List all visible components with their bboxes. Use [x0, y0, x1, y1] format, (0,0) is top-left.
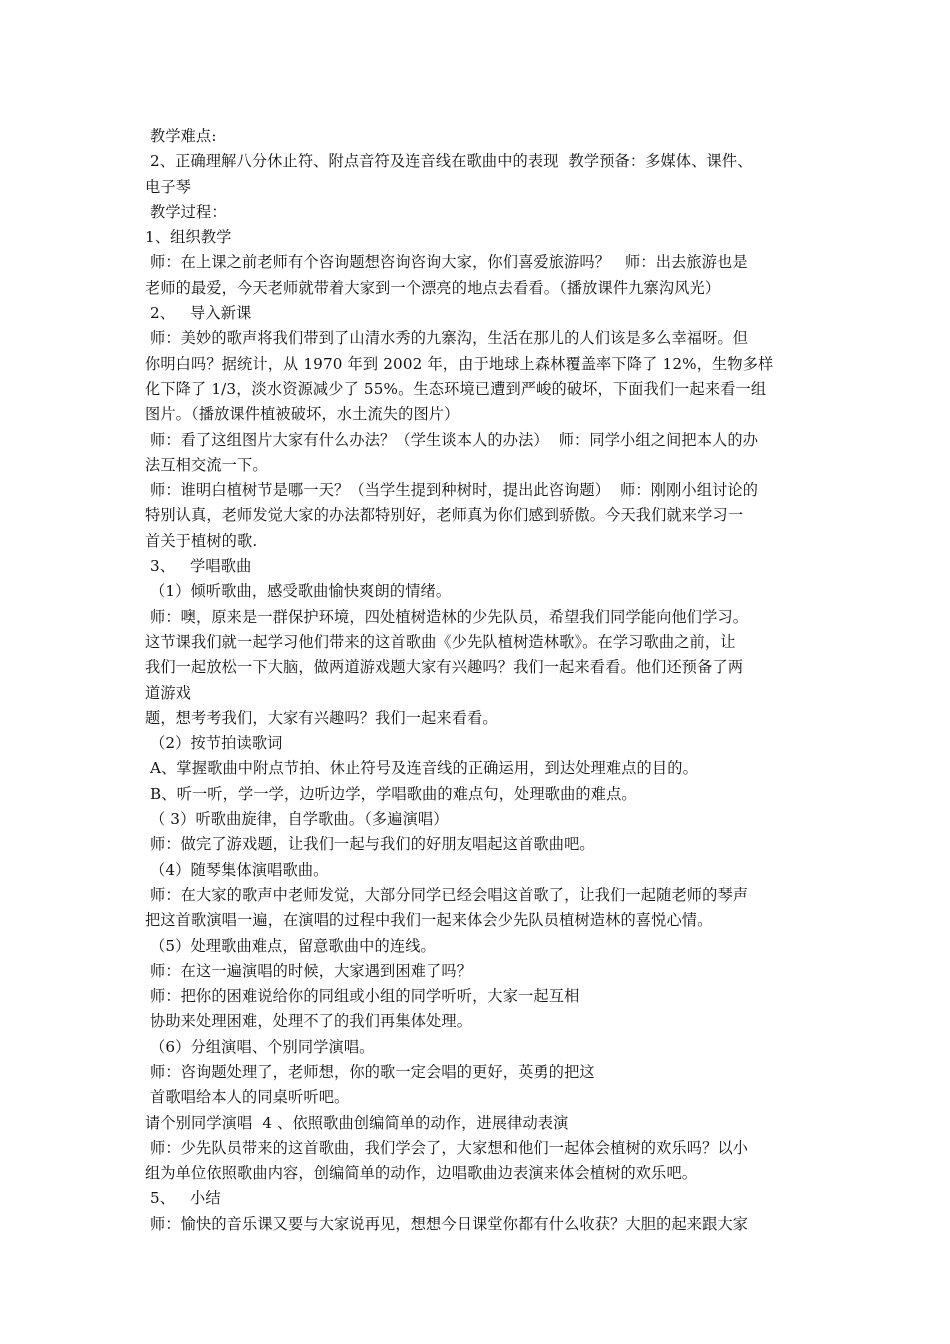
text-line: 师：咨询题处理了，老师想，你的歌一定会唱的更好，英勇的把这	[145, 1062, 595, 1081]
text-line: 题，想考考我们，大家有兴趣吗？我们一起来看看。	[145, 708, 498, 727]
text-line: 首关于植树的歌.	[145, 531, 258, 550]
text-line: 5、 小结	[145, 1189, 221, 1208]
text-line: 2、正确理解八分休止符、附点音符及连音线在歌曲中的表现 教学预备：多媒体、课件、	[145, 152, 753, 171]
text-line: 电子琴	[145, 177, 192, 196]
text-line: 2、 导入新课	[145, 304, 252, 323]
text-line: 法互相交流一下。	[145, 455, 268, 474]
text-line: 师：少先队员带来的这首歌曲，我们学会了，大家想和他们一起体会植树的欢乐吗？以小	[145, 1138, 749, 1157]
text-line: 请个别同学演唱 4 、依照歌曲创编简单的动作，进展律动表演	[145, 1113, 569, 1132]
text-line: 协助来处理困难，处理不了的我们再集体处理。	[145, 1012, 473, 1031]
text-line: 师：在这一遍演唱的时候，大家遇到困难了吗？	[145, 961, 473, 980]
text-line: 3、 学唱歌曲	[145, 557, 252, 576]
text-line: 教学难点:	[145, 127, 217, 145]
text-line: A、掌握歌曲中附点节拍、休止符号及连音线的正确运用，到达处理难点的目的。	[145, 759, 698, 778]
text-line: （6）分组演唱、个别同学演唱。	[145, 1037, 375, 1056]
text-line: 师：看了这组图片大家有什么办法？（学生谈本人的办法） 师：同学小组之间把本人的办	[145, 430, 759, 449]
text-line: 图片。（播放课件植被破坏，水土流失的图片）	[145, 405, 460, 424]
text-line: 师：在上课之前老师有个咨询题想咨询咨询大家，你们喜爱旅游吗？ 师：出去旅游也是	[145, 253, 748, 272]
text-line: 首歌唱给本人的同桌听听吧。	[145, 1088, 350, 1107]
text-line: 老师的最爱，今天老师就带着大家到一个漂亮的地点去看看。（播放课件九寨沟风光）	[145, 278, 721, 297]
text-line: 1、组织教学	[145, 228, 232, 247]
text-line: 化下降了 1/3，淡水资源减少了 55%。生态环境已遭到严峻的破坏，下面我们一起来看一组	[145, 379, 767, 398]
text-line: 你明白吗？据统计，从 1970 年到 2002 年，由于地球上森林覆盖率下降了 12%，生物多样	[145, 354, 774, 373]
text-line: 这节课我们就一起学习他们带来的这首歌曲《少先队植树造林歌》。在学习歌曲之前，让	[145, 632, 736, 651]
text-line: （1）倾听歌曲，感受歌曲愉快爽朗的情绪。	[145, 582, 452, 601]
text-line: 师：美妙的歌声将我们带到了山清水秀的九寨沟，生活在那儿的人们该是多么幸福呀。但	[145, 329, 749, 348]
text-line: 师：愉快的音乐课又要与大家说再见，想想今日课堂你都有什么收获？大胆的起来跟大家	[145, 1214, 749, 1233]
text-line: 师：谁明白植树节是哪一天？（当学生提到种树时，提出此咨询题） 师：刚刚小组讨论的	[145, 481, 759, 500]
text-line: 我们一起放松一下大脑，做两道游戏题大家有兴趣吗？我们一起来看看。他们还预备了两	[145, 658, 744, 677]
document-body	[145, 124, 815, 1237]
text-line: 师：把你的困难说给你的同组或小组的同学听听，大家一起互相	[145, 987, 580, 1006]
text-line: （ 3）听歌曲旋律，自学歌曲。（多遍演唱）	[145, 810, 449, 829]
text-line: B、听一听，学一学，边听边学，学唱歌曲的难点句，处理歌曲的难点。	[145, 784, 637, 803]
text-line: 道游戏	[145, 683, 192, 702]
text-line: （4）随琴集体演唱歌曲。	[145, 860, 329, 879]
text-line: （5）处理歌曲难点，留意歌曲中的连线。	[145, 936, 436, 955]
text-line: 特别认真，老师发觉大家的办法都特别好，老师真为你们感到骄傲。今天我们就来学习一	[145, 506, 744, 525]
text-line: 师：做完了游戏题，让我们一起与我们的好朋友唱起这首歌曲吧。	[145, 835, 595, 854]
text-line: 教学过程：	[145, 202, 227, 221]
text-line: 组为单位依照歌曲内容，创编简单的动作，边唱歌曲边表演来体会植树的欢乐吧。	[145, 1164, 698, 1183]
text-line: 把这首歌演唱一遍，在演唱的过程中我们一起来体会少先队员植树造林的喜悦心情。	[145, 911, 713, 930]
text-line: 师：在大家的歌声中老师发觉，大部分同学已经会唱这首歌了，让我们一起随老师的琴声	[145, 885, 749, 904]
text-line: （2）按节拍读歌词	[145, 734, 283, 753]
text-line: 师：噢，原来是一群保护环境，四处植树造林的少先队员，希望我们同学能向他们学习。	[145, 607, 749, 626]
